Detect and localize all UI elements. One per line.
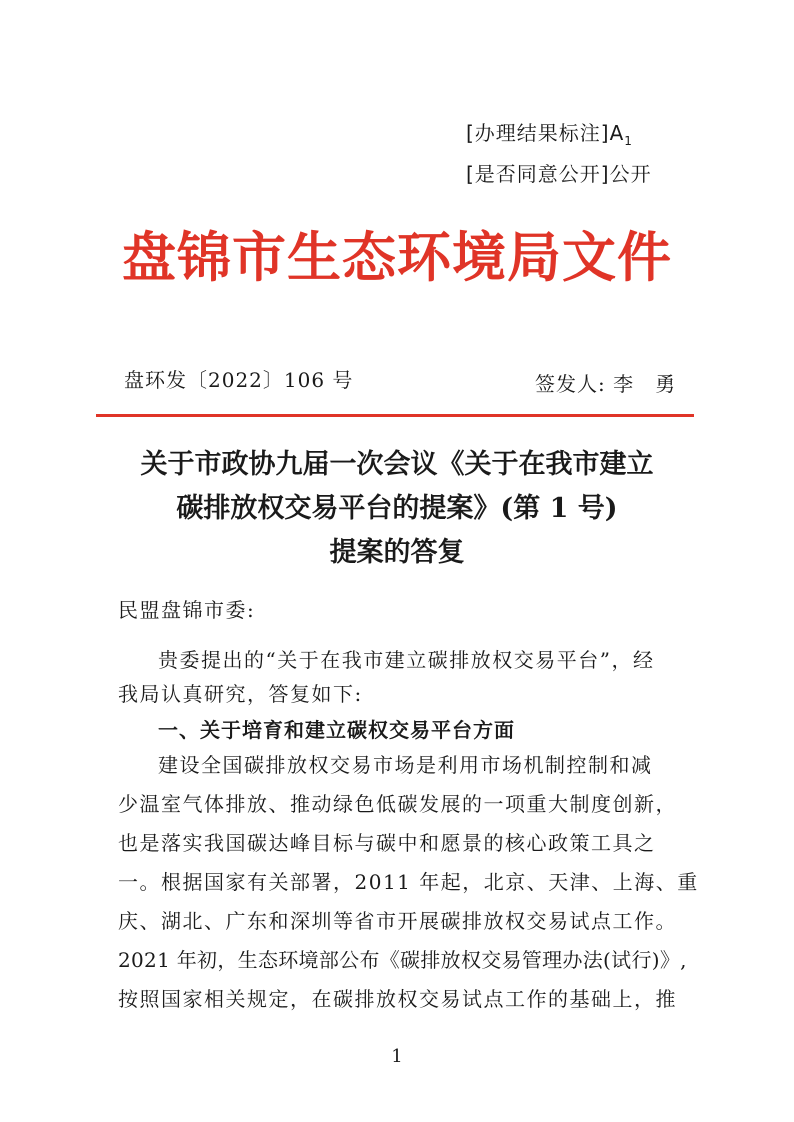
public-label: [是否同意公开] bbox=[466, 162, 610, 186]
subject-line-1: 关于市政协九届一次会议《关于在我市建立 bbox=[140, 449, 654, 480]
red-divider-rule bbox=[96, 414, 694, 417]
public-annotation bbox=[466, 158, 652, 187]
result-annotation bbox=[466, 117, 633, 148]
paragraph-2-line-4: 一。根据国家有关部署，2011 年起，北京、天津、上海、重 bbox=[118, 870, 699, 894]
subject-line-2: 碳排放权交易平台的提案》(第 1 号) bbox=[176, 493, 618, 524]
public-value: 公开 bbox=[609, 162, 652, 186]
document-header-title: 盘锦市生态环境局文件 bbox=[122, 226, 672, 289]
paragraph-1-line-2: 我局认真研究，答复如下: bbox=[118, 682, 363, 706]
subject-line-3: 提案的答复 bbox=[329, 537, 465, 568]
paragraph-2-line-5: 庆、湖北、广东和深圳等省市开展碳排放权交易试点工作。 bbox=[118, 909, 677, 933]
recipient-line: 民盟盘锦市委: bbox=[118, 598, 256, 622]
issuer-signature: 签发人: 李 勇 bbox=[535, 372, 677, 396]
result-label: [办理结果标注] bbox=[466, 121, 610, 145]
page-number: 1 bbox=[391, 1046, 403, 1067]
result-subscript: 1 bbox=[624, 134, 633, 148]
paragraph-2-line-3: 也是落实我国碳达峰目标与碳中和愿景的核心政策工具之 bbox=[118, 831, 656, 855]
paragraph-2-line-6: 2021 年初，生态环境部公布《碳排放权交易管理办法(试行)》, bbox=[118, 948, 687, 972]
document-subject bbox=[60, 443, 734, 575]
section-heading: 一、关于培育和建立碳权交易平台方面 bbox=[158, 718, 515, 742]
paragraph-1-line-1: 贵委提出的“关于在我市建立碳排放权交易平台”，经 bbox=[158, 648, 655, 672]
document-number: 盘环发〔2022〕106 号 bbox=[124, 368, 354, 392]
paragraph-2-line-1: 建设全国碳排放权交易市场是利用市场机制控制和减 bbox=[158, 753, 653, 777]
result-value: A bbox=[609, 121, 625, 145]
paragraph-2-line-2: 少温室气体排放、推动绿色低碳发展的一项重大制度创新， bbox=[118, 792, 677, 816]
paragraph-2-line-7: 按照国家相关规定，在碳排放权交易试点工作的基础上，推 bbox=[118, 987, 677, 1011]
